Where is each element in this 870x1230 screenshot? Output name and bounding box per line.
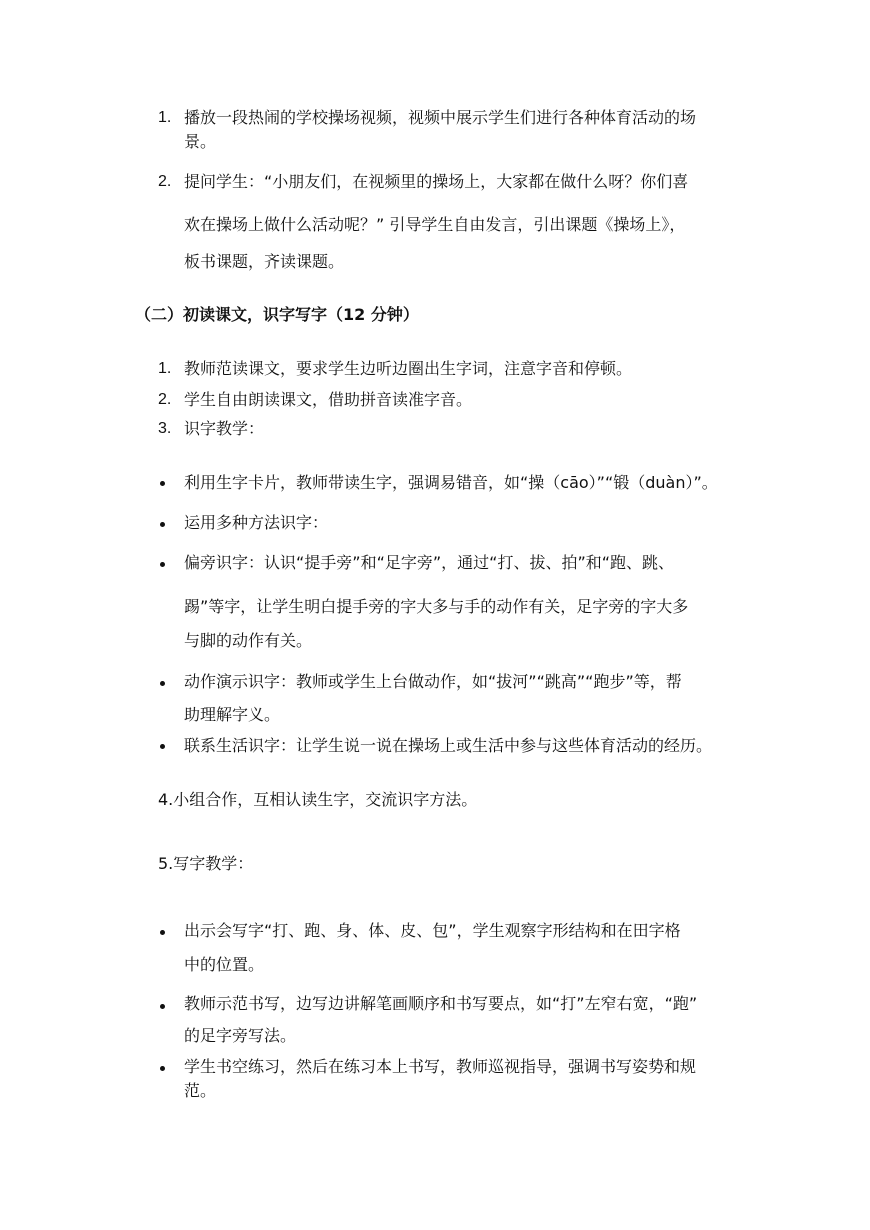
bullet-icon [160,930,165,935]
bullet-line: 出示会写字“打、跑、身、体、皮、包”，学生观察字形结构和在田字格 [184,921,681,940]
bullet-icon [160,481,165,486]
list-item-line: 板书课题，齐读课题。 [184,252,345,271]
list-item: 学生自由朗读课文，借助拼音读准字音。 [184,390,473,409]
list-item: 识字教学： [184,419,265,438]
list-item-line: 欢在操场上做什么活动呢？” 引导学生自由发言，引出课题《操场上》， [184,215,686,234]
bullet-line: 与脚的动作有关。 [184,631,313,650]
bullet-line: 的足字旁写法。 [184,1026,297,1045]
bullet-line: 动作演示识字：教师或学生上台做动作，如“拔河”“跳高”“跑步”等，帮 [184,672,682,691]
list-item: 教师范读课文，要求学生边听边圈出生字词，注意字音和停顿。 [184,359,633,378]
list-number: 2. [158,173,172,190]
bullet-line: 偏旁识字：认识“提手旁”和“足字旁”，通过“打、拔、拍”和“跑、跳、 [184,553,675,572]
list-number: 1. [158,109,172,126]
bullet-icon [160,1066,165,1071]
bullet-line: 中的位置。 [184,955,265,974]
step-five: 5.写字教学： [158,854,254,873]
step-four: 4.小组合作，互相认读生字，交流识字方法。 [158,790,478,809]
bullet-line: 踢”等字，让学生明白提手旁的字大多与手的动作有关，足字旁的字大多 [184,597,689,616]
bullet-icon [160,562,165,567]
bullet-line: 利用生字卡片，教师带读生字，强调易错音，如“操（cāo）”“锻（duàn）”。 [184,473,718,492]
list-number: 2. [158,391,172,408]
list-number: 3. [158,420,172,437]
bullet-line: 范。 [184,1081,217,1100]
bullet-icon [160,522,165,527]
list-item-line: 景。 [184,132,217,151]
list-number: 1. [158,360,172,377]
bullet-line: 助理解字义。 [184,705,281,724]
bullet-line: 教师示范书写，边写边讲解笔画顺序和书写要点，如“打”左窄右宽，“跑” [184,994,698,1013]
bullet-icon [160,681,165,686]
list-item-line: 提问学生：“小朋友们，在视频里的操场上，大家都在做什么呀？你们喜 [184,172,689,191]
section-heading: （二）初读课文，识字写字（12 分钟） [135,305,419,324]
bullet-line: 联系生活识字：让学生说一说在操场上或生活中参与这些体育活动的经历。 [184,736,713,755]
bullet-line: 学生书空练习，然后在练习本上书写，教师巡视指导，强调书写姿势和规 [184,1057,697,1076]
bullet-line: 运用多种方法识字： [184,513,329,532]
list-item-line: 播放一段热闹的学校操场视频，视频中展示学生们进行各种体育活动的场 [184,108,697,127]
bullet-icon [160,1004,165,1009]
bullet-icon [160,744,165,749]
